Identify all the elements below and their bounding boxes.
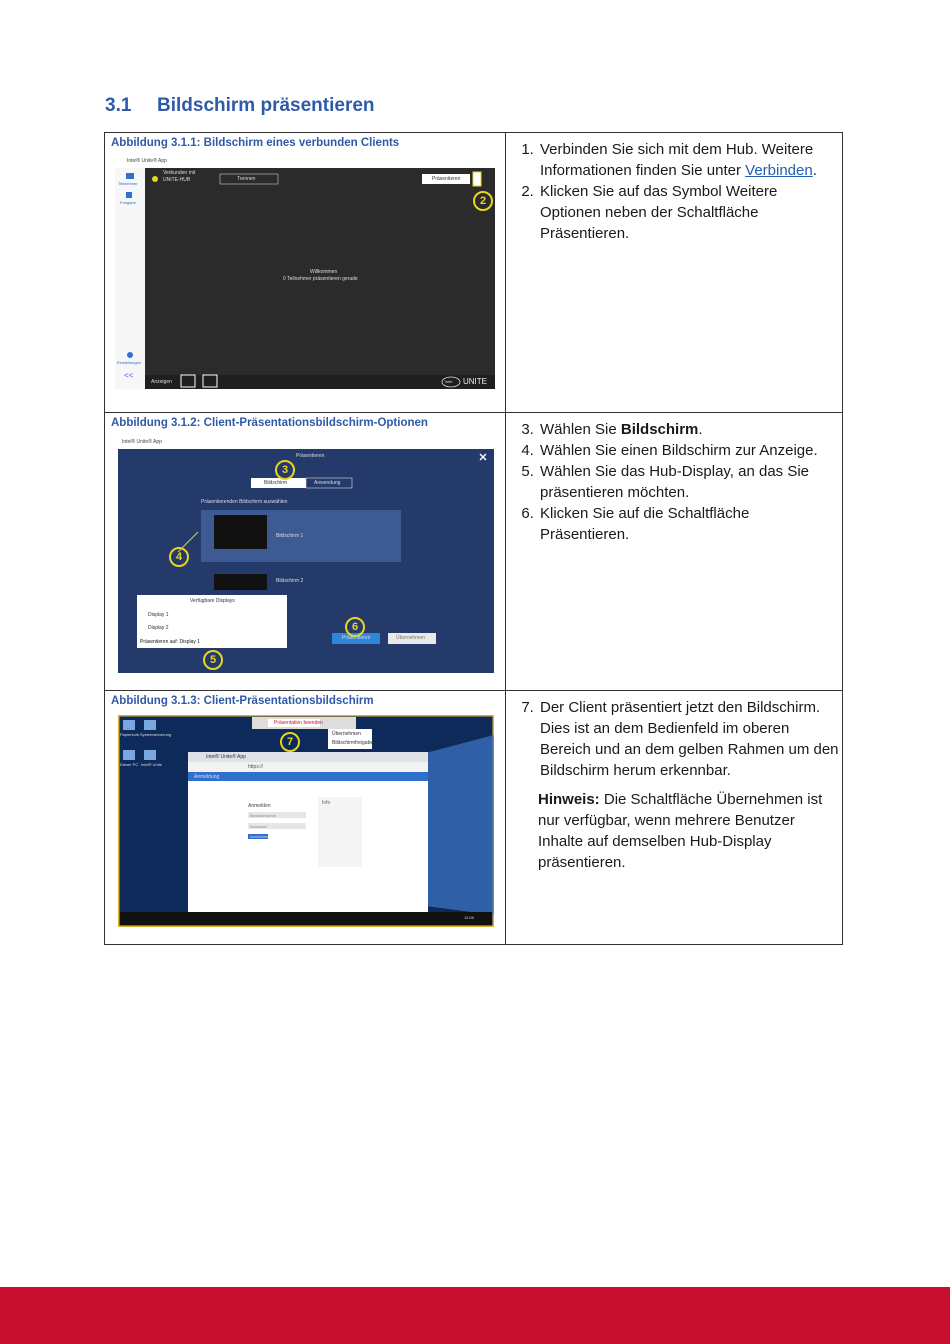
sidebar-label-share: Freigabe: [120, 200, 136, 205]
sidebar-label-participants: Teilnehmer: [118, 181, 138, 186]
menu-screen-share[interactable]: Bildschirmfreigabe: [332, 740, 374, 746]
screen-thumbnail-1: [214, 515, 267, 549]
footer-bar: [0, 1287, 950, 1344]
step-4: 4. Wählen Sie einen Bildschirm zur Anzeige.: [538, 440, 842, 461]
note-label: Hinweis:: [538, 791, 600, 808]
more-options-icon[interactable]: [473, 172, 481, 186]
wifi-icon: [152, 176, 158, 182]
present-label: Präsentieren: [432, 176, 461, 182]
table-row: [105, 133, 843, 413]
screenshot-presenting: [118, 715, 494, 927]
desktop-screenshot: [118, 715, 494, 927]
display-1-option[interactable]: Display 1: [148, 612, 169, 618]
welcome-text: Willkommen: [310, 269, 338, 275]
view-label: Anzeigen: [151, 379, 172, 385]
hub-name: UNITE-HUB: [163, 177, 191, 183]
connect-link[interactable]: Verbinden: [745, 162, 813, 179]
popup-title: Verfügbare Displays: [190, 598, 235, 604]
take-over-label: Übernehmen: [396, 635, 425, 641]
steps-list: [506, 697, 842, 781]
figure-caption: Abbildung 3.1.1: Bildschirm eines verbunden Clients: [111, 137, 400, 149]
step-3-text: Wählen Sie: [540, 421, 621, 438]
dialog-title: Präsentieren: [296, 453, 325, 459]
share-icon[interactable]: [126, 192, 132, 198]
collapse-icon[interactable]: <<: [124, 371, 134, 380]
popup-footer: Präsentieren auf: Display 1: [140, 639, 201, 645]
step-3-end: .: [698, 421, 703, 438]
step-1-text: Verbinden Sie sich mit dem Hub. Weitere Informationen finden Sie unter: [540, 141, 814, 179]
callout-6: 6: [345, 617, 365, 637]
figure-cell: [105, 691, 506, 945]
step-3-bold: Bildschirm: [620, 421, 699, 438]
callout-3: 3: [275, 460, 295, 480]
step-2: 2. Klicken Sie auf das Symbol Weitere Optionen neben der Schaltfläche Präsentieren.: [538, 181, 842, 244]
instruction-cell: [506, 133, 843, 413]
sidebar-label-settings: Einstellungen: [117, 360, 142, 365]
side-panel-title: Info: [322, 800, 331, 806]
recycle-bin-icon[interactable]: [123, 720, 135, 730]
disconnect-label: Trennen: [237, 176, 256, 182]
step-7: 7. Der Client präsentiert jetzt den Bildschirm. Dies ist an dem Bedienfeld im oberen Bereich und an dem gelben Rahmen um den Bildschirm herum erkennbar.: [538, 697, 842, 781]
screenshot-present-options: [118, 437, 494, 673]
figure-caption: Abbildung 3.1.3: Client-Präsentationsbildschirm: [111, 695, 374, 707]
stop-presenting-label: Präsentation beenden: [274, 720, 323, 726]
gear-icon[interactable]: [127, 352, 133, 358]
callout-5: 5: [203, 650, 223, 670]
tab-app-label: Anwendung: [314, 480, 341, 486]
step-1-end: .: [812, 162, 817, 179]
step-5: 5. Wählen Sie das Hub-Display, an das Sie präsentieren möchten.: [538, 461, 842, 503]
callout-7: 7: [280, 732, 300, 752]
control-panel-label: Systemsteuerung: [140, 732, 172, 737]
client-app-screenshot: [115, 157, 495, 389]
presenting-count: 0 Teilnehmer präsentieren gerade: [283, 276, 358, 282]
screenshot-connected-client: [115, 157, 495, 389]
address-bar[interactable]: https://: [248, 764, 264, 770]
callout-2: 2: [473, 191, 493, 211]
screen-2-label: Bildschirm 2: [276, 578, 304, 584]
content-table: [104, 132, 843, 945]
select-screen-label: Präsentierenden Bildschirm auswählen: [201, 499, 288, 505]
intel-wordmark: intel: [445, 379, 453, 384]
unite-app-label: Intel® Unite: [141, 762, 162, 767]
figure-cell: [105, 413, 506, 691]
step-6: 6. Klicken Sie auf die Schaltfläche Präsentieren.: [538, 503, 842, 545]
callout-4: 4: [169, 547, 189, 567]
figure-cell: [105, 133, 506, 413]
unite-app-icon[interactable]: [144, 750, 156, 760]
display-2-option[interactable]: Display 2: [148, 625, 169, 631]
browser-tab-title: Intel® Unite® App: [206, 754, 246, 760]
app-title: Intel® Unite® App: [127, 158, 167, 164]
username-field[interactable]: Benutzername: [250, 813, 277, 818]
menu-take-over[interactable]: Übernehmen: [332, 731, 361, 737]
section-heading: [105, 95, 375, 117]
section-number: 3.1: [105, 95, 132, 116]
note-paragraph: [538, 789, 836, 873]
step-3: [538, 419, 842, 440]
table-row: [105, 691, 843, 945]
password-field[interactable]: Kennwort: [250, 824, 267, 829]
recycle-bin-label: Papierkorb: [120, 732, 140, 737]
section-title: Bildschirm präsentieren: [157, 95, 375, 116]
unite-brand: UNITE: [463, 377, 487, 386]
screen-1-label: Bildschirm 1: [276, 533, 304, 539]
instruction-cell: [506, 691, 843, 945]
steps-list: [506, 419, 842, 545]
this-pc-label: Dieser PC: [120, 762, 139, 767]
figure-caption: Abbildung 3.1.2: Client-Präsentationsbildschirm-Optionen: [111, 417, 428, 429]
note-text: Die Schaltfläche Übernehmen ist nur verfügbar, wenn mehrere Benutzer Inhalte auf demselben Hub-Display präsentieren.: [538, 791, 823, 871]
steps-list: [506, 139, 842, 244]
app-title: Intel® Unite® App: [122, 439, 162, 445]
users-icon[interactable]: [126, 173, 134, 179]
tab-screen-label: Bildschirm: [264, 480, 288, 486]
this-pc-icon[interactable]: [123, 750, 135, 760]
step-1: [538, 139, 842, 181]
control-panel-icon[interactable]: [144, 720, 156, 730]
taskbar-clock: 12:00: [464, 915, 475, 920]
connected-label: Verbunden mit: [163, 170, 196, 176]
sign-in-button[interactable]: Anmelden: [250, 834, 269, 839]
page-heading: Anmeldung: [194, 774, 220, 780]
form-title: Anmelden: [248, 803, 271, 809]
instruction-cell: [506, 413, 843, 691]
present-button-label: Präsentieren: [342, 635, 371, 641]
table-row: [105, 413, 843, 691]
screen-thumbnail-2: [214, 574, 267, 590]
